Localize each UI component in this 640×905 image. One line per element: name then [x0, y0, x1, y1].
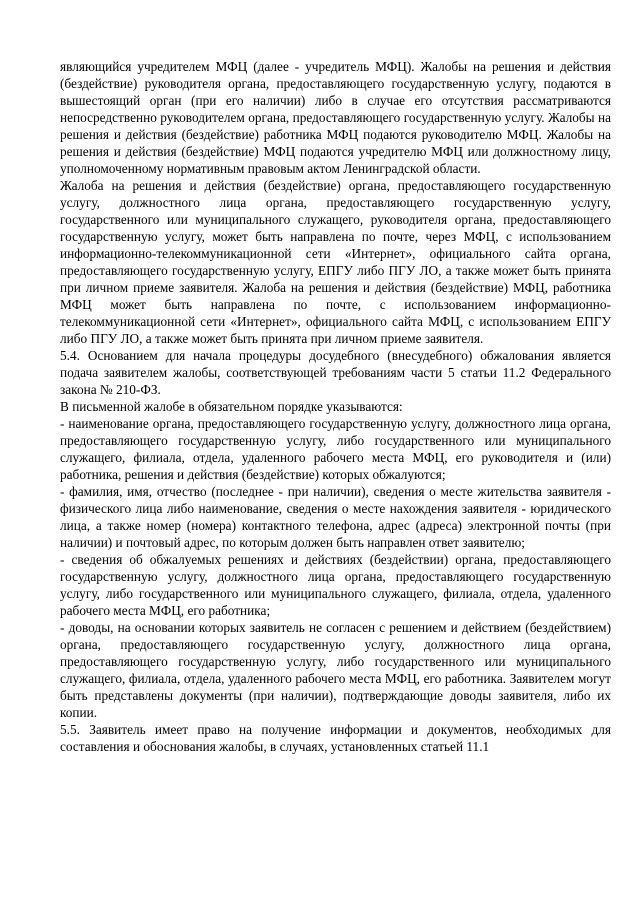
paragraph-complaint-submission: Жалоба на решения и действия (бездействие) органа, предоставляющего государственную услугу, должностного лица органа, предоставляющего государственную услугу, государственного или муниципального служащего, руководителя органа, предоставляющего государственную услугу, может быть направлена по почте, через МФЦ, с использованием информационно-телекоммуникационной сети «Интернет», официального сайта органа, предоставляющего государственную услугу, ЕПГУ либо ПГУ ЛО, а также может быть принята при личном приеме заявителя. Жалоба на решения и действия (бездействие) МФЦ, работника МФЦ может быть направлена по почте, с использованием информационно-телекоммуникационной сети «Интернет», официального сайта МФЦ, с использованием ЕПГУ либо ПГУ ЛО, а также может быть принята при личном приеме заявителя. — [60, 178, 611, 346]
paragraph-founder-complaints: являющийся учредителем МФЦ (далее - учредитель МФЦ). Жалобы на решения и действия (бездействие) руководителя органа, предоставляющего государственную услугу, подаются в вышестоящий орган (при его наличии) либо в случае его отсутствия рассматриваются непосредственно руководителем органа, предоставляющего государственную услугу. Жалобы на решения и действия (бездействие) работника МФЦ подаются руководителю МФЦ. Жалобы на решения и действия (бездействие) МФЦ подаются учредителю МФЦ или должностному лицу, уполномоченному нормативным правовым актом Ленинградской области. — [60, 59, 611, 176]
list-item-applicant-details: - фамилия, имя, отчество (последнее - при наличии), сведения о месте жительства заявителя - физического лица либо наименование, сведения о месте нахождения заявителя - юридического лица, а также номер (номера) контактного телефона, адрес (адреса) электронной почты (при наличии) и почтовый адрес, по которым должен быть направлен ответ заявителю; — [60, 484, 611, 550]
list-item-organ-name: - наименование органа, предоставляющего государственную услугу, должностного лица органа, предоставляющего государственную услугу, либо государственного или муниципального служащего, филиала, отдела, удаленного рабочего места МФЦ, его руководителя и (или) работника, решения и действия (бездействие) которых обжалуются; — [60, 416, 611, 482]
document-page — [60, 58, 611, 755]
paragraph-section-5-5: 5.5. Заявитель имеет право на получение информации и документов, необходимых для составления и обоснования жалобы, в случаях, установленных статьей 11.1 — [60, 722, 611, 754]
list-item-arguments: - доводы, на основании которых заявитель не согласен с решением и действием (бездействием) органа, предоставляющего государственную услугу, должностного лица органа, предоставляющего государственную услугу, либо государственного или муниципального служащего, филиала, отдела, удаленного рабочего места МФЦ, его работника. Заявителем могут быть представлены документы (при наличии), подтверждающие доводы заявителя, либо их копии. — [60, 620, 611, 720]
list-item-appealed-decisions: - сведения об обжалуемых решениях и действиях (бездействии) органа, предоставляющего государственную услугу, должностного лица органа, предоставляющего государственную услугу, либо государственного или муниципального служащего, филиала, отдела, удаленного рабочего места МФЦ, его работника; — [60, 552, 611, 618]
paragraph-section-5-4: 5.4. Основанием для начала процедуры досудебного (внесудебного) обжалования является подача заявителем жалобы, соответствующей требованиям части 5 статьи 11.2 Федерального закона № 210-ФЗ. — [60, 348, 611, 397]
paragraph-required-contents-intro: В письменной жалобе в обязательном порядке указываются: — [60, 399, 403, 414]
